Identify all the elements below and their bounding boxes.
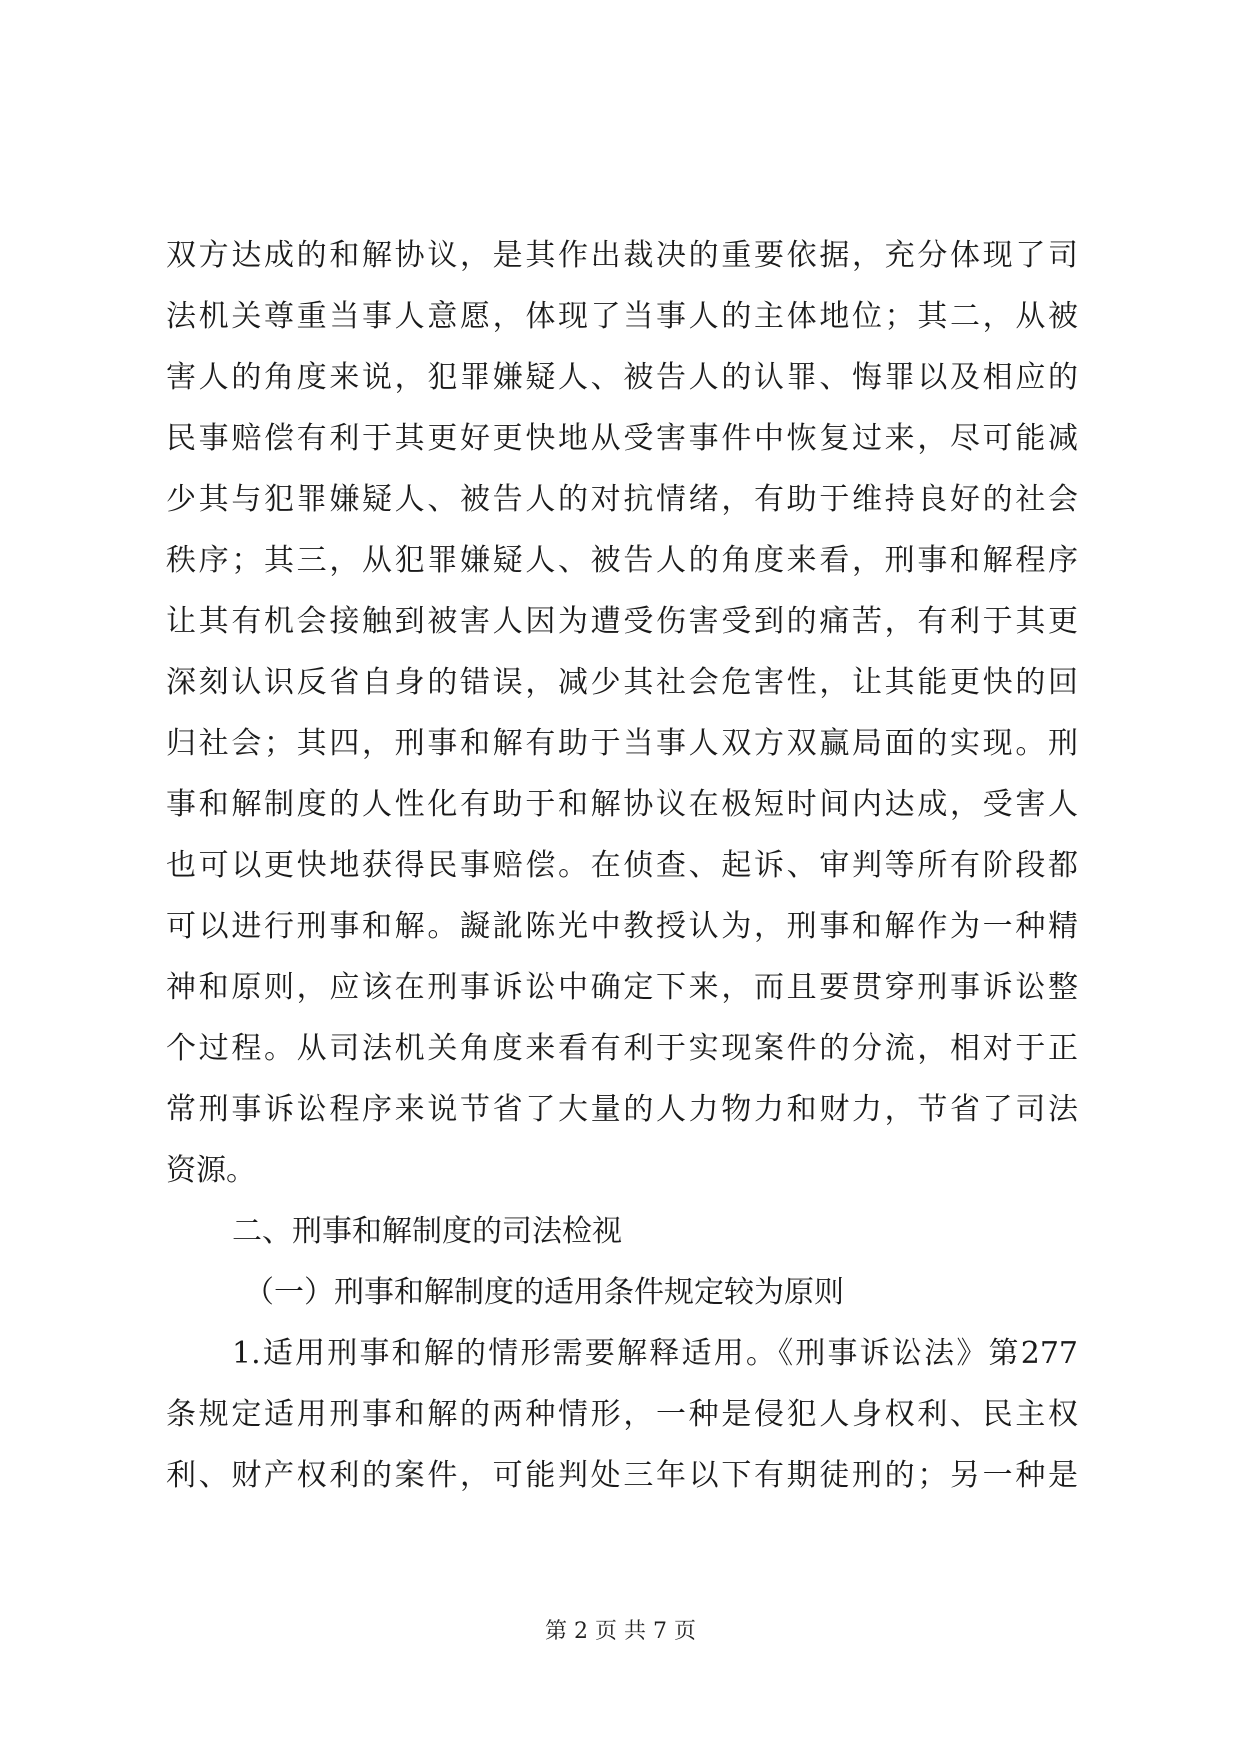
text-line: 也可以更快地获得民事赔偿。在侦查、起诉、审判等所有阶段都 (166, 848, 1078, 883)
text-line: 归社会；其四，刑事和解有助于当事人双方双赢局面的实现。刑 (166, 726, 1078, 761)
text-line: 资源。 (166, 1153, 256, 1188)
subsection-heading: （一）刑事和解制度的适用条件规定较为原则 (244, 1275, 844, 1310)
text-line: 利、财产权利的案件，可能判处三年以下有期徒刑的；另一种是 (166, 1458, 1078, 1493)
page-number-footer: 第 2 页 共 7 页 (545, 1619, 696, 1644)
text-line: 法机关尊重当事人意愿，体现了当事人的主体地位；其二，从被 (166, 299, 1078, 334)
text-line: 秩序；其三，从犯罪嫌疑人、被告人的角度来看，刑事和解程序 (166, 543, 1078, 578)
text-line: 个过程。从司法机关角度来看有利于实现案件的分流，相对于正 (166, 1031, 1078, 1066)
text-line: 少其与犯罪嫌疑人、被告人的对抗情绪，有助于维持良好的社会 (166, 482, 1078, 517)
text-line: 民事赔偿有利于其更好更快地从受害事件中恢复过来，尽可能减 (166, 421, 1078, 456)
text-line: 条规定适用刑事和解的两种情形，一种是侵犯人身权利、民主权 (166, 1397, 1078, 1432)
text-line: 可以进行刑事和解。譺訛陈光中教授认为，刑事和解作为一种精 (166, 909, 1078, 944)
text-line: 深刻认识反省自身的错误，减少其社会危害性，让其能更快的回 (166, 665, 1078, 700)
text-line: 害人的角度来说，犯罪嫌疑人、被告人的认罪、悔罪以及相应的 (166, 360, 1078, 395)
text-line: 让其有机会接触到被害人因为遭受伤害受到的痛苦，有利于其更 (166, 604, 1078, 639)
text-line: 1.适用刑事和解的情形需要解释适用。《刑事诉讼法》第277 (232, 1336, 1078, 1371)
text-line: 神和原则，应该在刑事诉讼中确定下来，而且要贯穿刑事诉讼整 (166, 970, 1078, 1005)
text-line: 双方达成的和解协议，是其作出裁决的重要依据，充分体现了司 (166, 238, 1078, 273)
document-body (166, 225, 1078, 1506)
text-line: 事和解制度的人性化有助于和解协议在极短时间内达成，受害人 (166, 787, 1078, 822)
section-heading: 二、刑事和解制度的司法检视 (232, 1214, 622, 1249)
text-line: 常刑事诉讼程序来说节省了大量的人力物力和财力，节省了司法 (166, 1092, 1078, 1127)
